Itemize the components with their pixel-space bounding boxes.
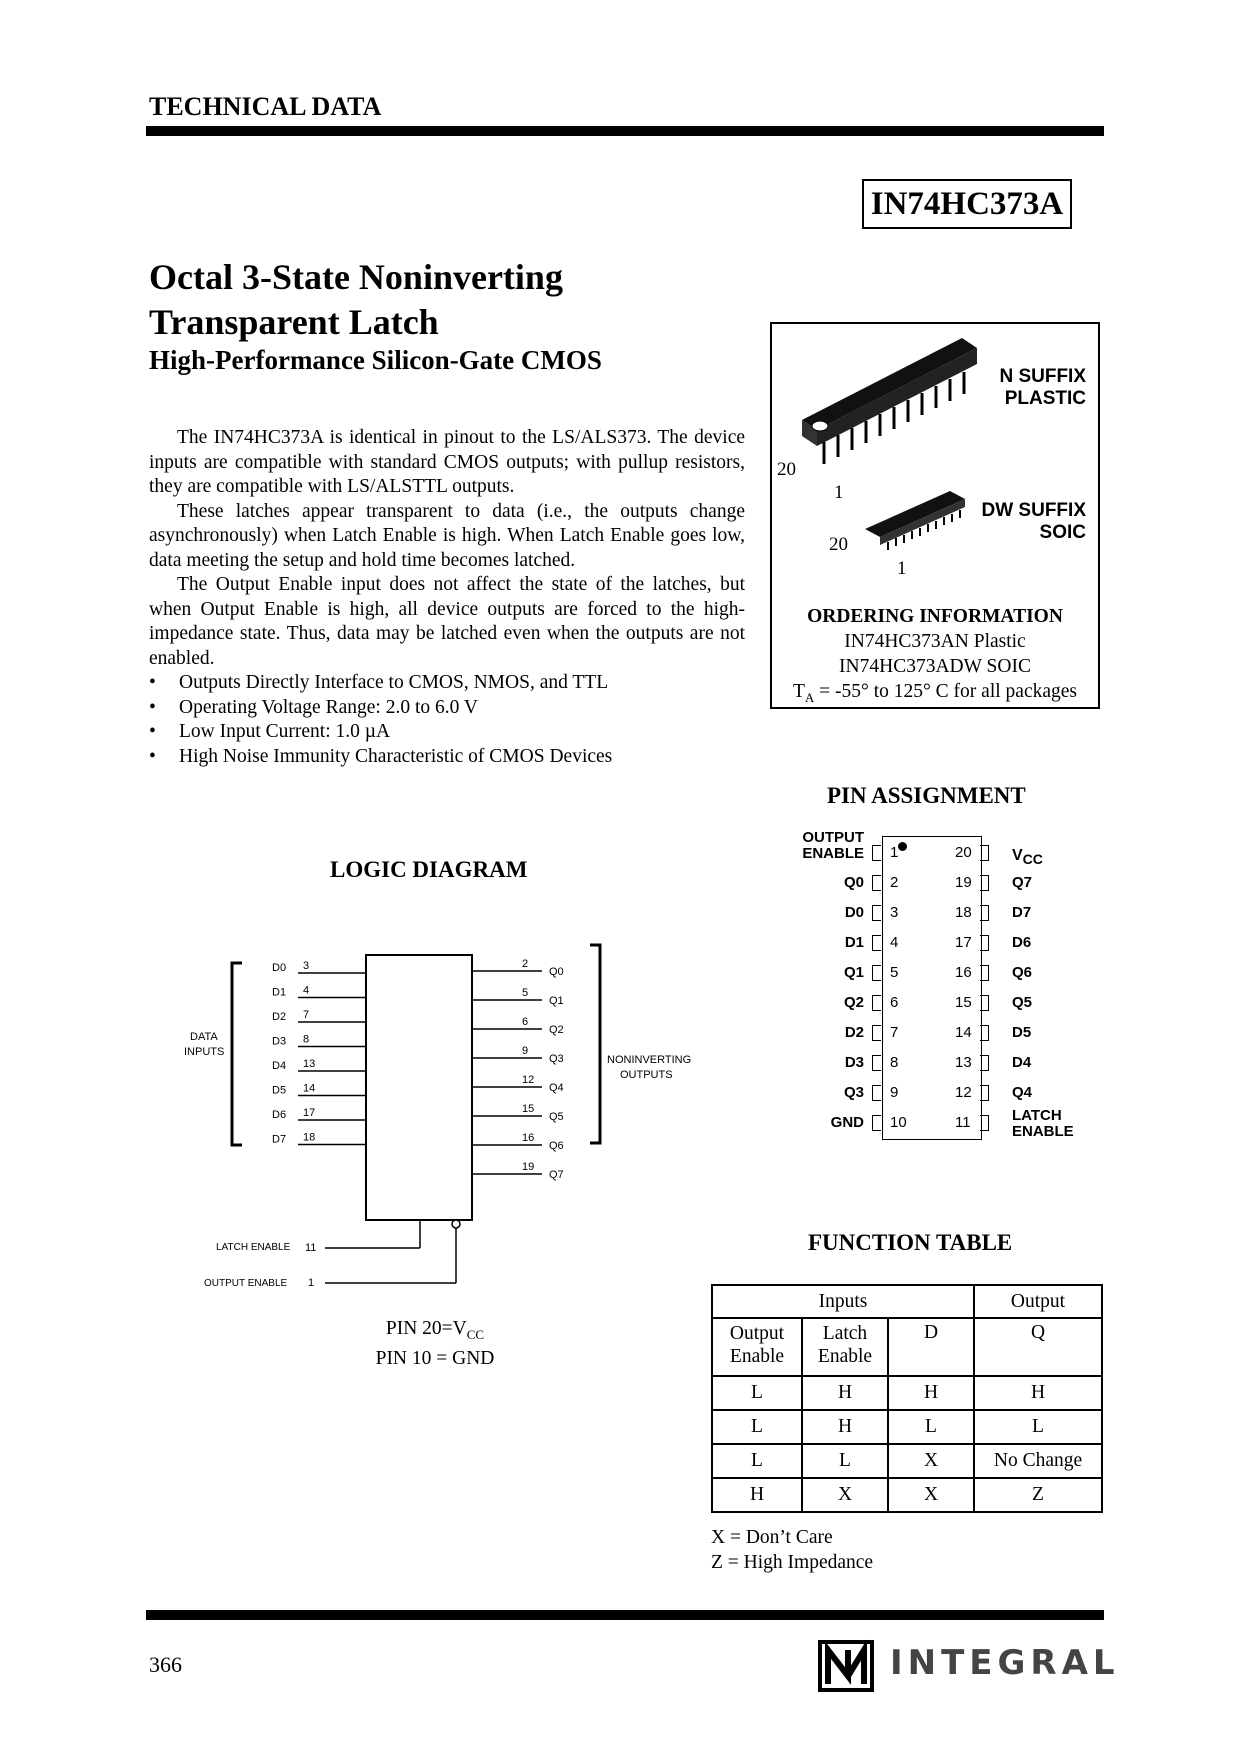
input-name: D4 [272, 1060, 287, 1072]
left-pin-number: 6 [890, 994, 899, 1011]
table-row [712, 1410, 1102, 1444]
n-suffix-label [999, 366, 1086, 410]
latch-enable-pin: 11 [305, 1242, 317, 1254]
dw-suffix-label [982, 500, 1087, 544]
output-pin: 9 [522, 1045, 529, 1057]
outputs-label-2: OUTPUTS [620, 1069, 673, 1081]
output-name: Q6 [549, 1140, 564, 1152]
right-pin-name: Q7 [1012, 874, 1033, 891]
right-pin-name: Q5 [1012, 994, 1033, 1011]
outputs-label-1: NONINVERTING [607, 1054, 692, 1066]
output-enable-label: OUTPUT ENABLE [204, 1278, 288, 1289]
function-table-notes [711, 1525, 873, 1575]
left-pin-name: Q3 [843, 1084, 864, 1101]
note-high-impedance: Z = High Impedance [711, 1552, 874, 1573]
page-subtitle: High-Performance Silicon-Gate CMOS [149, 345, 602, 375]
right-pin-name: Q6 [1012, 964, 1033, 981]
vcc-note [300, 1317, 570, 1347]
left-pin-name: D2 [844, 1024, 864, 1041]
right-pin-stub [980, 1055, 989, 1071]
pin-assignment-title: PIN ASSIGNMENT [827, 783, 1026, 808]
header-rule [146, 126, 1104, 136]
cell: L [712, 1410, 802, 1444]
input-lines [272, 960, 366, 1146]
input-name: D1 [272, 986, 287, 999]
output-pin: 15 [522, 1103, 535, 1115]
left-pin-number: 7 [890, 1024, 899, 1041]
left-pin-number: 8 [890, 1054, 899, 1071]
output-pin: 5 [522, 987, 529, 999]
left-pin-number: 9 [890, 1084, 899, 1101]
left-pin-name: D1 [844, 934, 864, 951]
output-name: Q0 [549, 966, 564, 978]
pin1-dot [898, 842, 907, 851]
cell: L [712, 1444, 802, 1478]
left-pin-number: 5 [890, 964, 899, 981]
ta-range: = -55° to 125° C for all packages [814, 681, 1077, 702]
latch-enable-label: LATCH ENABLE [216, 1242, 291, 1253]
left-pin-number: 2 [890, 874, 899, 891]
gnd-note: PIN 10 = GND [375, 1347, 495, 1369]
logic-diagram-title: LOGIC DIAGRAM [330, 857, 528, 882]
output-enable-pin: 1 [308, 1277, 315, 1289]
right-pin-number: 16 [955, 964, 972, 981]
cell: X [888, 1444, 974, 1478]
left-pin-stub [872, 935, 881, 951]
soic-pin1: 1 [897, 558, 907, 579]
output-name: Q2 [549, 1024, 564, 1036]
le-line2: ENABLE [1012, 1123, 1074, 1140]
input-pin: 8 [303, 1033, 310, 1046]
vcc-v: V [1012, 847, 1023, 864]
right-pin-stub [980, 935, 989, 951]
output-name: Q5 [549, 1111, 564, 1123]
ordering-soic: IN74HC373ADW SOIC [839, 656, 1031, 677]
input-name: D6 [272, 1109, 287, 1121]
brand-name: INTEGRAL [890, 1643, 1120, 1683]
ordering-temp-range [772, 679, 1098, 710]
left-pin-name: Q1 [843, 964, 864, 981]
right-pin-stub [980, 1025, 989, 1041]
left-pin-stub [872, 965, 881, 981]
ordering-plastic: IN74HC373AN Plastic [844, 631, 1026, 652]
feature-item: • Low Input Current: 1.0 µA [149, 720, 745, 745]
right-pin-number: 14 [955, 1024, 972, 1041]
input-pin: 18 [303, 1131, 316, 1144]
right-pin-stub [980, 1115, 989, 1131]
input-name: D3 [272, 1035, 287, 1048]
right-pin-stub [980, 995, 989, 1011]
col1-line2: Enable [729, 1346, 785, 1367]
ta-symbol: T [792, 681, 805, 702]
title-line2: Transparent Latch [149, 302, 439, 342]
part-number: IN74HC373A [862, 179, 1072, 229]
dip-pin20: 20 [777, 459, 796, 480]
ordering-title: ORDERING INFORMATION [807, 606, 1063, 627]
left-pin-number: 10 [890, 1114, 907, 1131]
pin-assignment [790, 830, 1090, 1150]
header-title: TECHNICAL DATA [149, 92, 382, 121]
le-label [1012, 1108, 1074, 1140]
right-pin-stub [980, 905, 989, 921]
left-pin-name: D0 [844, 904, 864, 921]
right-pin-number: 11 [955, 1114, 971, 1131]
input-name: D5 [272, 1084, 287, 1097]
cell: H [712, 1478, 802, 1512]
logic-notes [300, 1317, 570, 1371]
right-pin-stub [980, 965, 989, 981]
input-pin: 17 [303, 1107, 316, 1119]
feature-item: • High Noise Immunity Characteristic of CMOS Devices [149, 745, 745, 770]
vcc-note-sub: CC [466, 1326, 485, 1342]
cell: H [974, 1376, 1102, 1410]
input-bracket [232, 963, 242, 1145]
right-pin-stub [980, 875, 989, 891]
function-table-title: FUNCTION TABLE [808, 1230, 1013, 1255]
package-box [770, 322, 1100, 709]
title-line1: Octal 3-State Noninverting [149, 257, 563, 297]
cell: Z [974, 1478, 1102, 1512]
right-pin-number: 18 [955, 904, 972, 921]
soic-package-illustration [860, 489, 980, 559]
cell: L [888, 1410, 974, 1444]
table-row [712, 1376, 1102, 1410]
description-p2: These latches appear transparent to data (i.e., the outputs change asynchronously) when Latch Enable is high. When Latch Enable goes low, data meeting the setup and hold time becomes latched. [149, 500, 745, 571]
left-pin-name: D3 [844, 1054, 864, 1071]
cell: H [888, 1376, 974, 1410]
output-pin: 6 [522, 1016, 529, 1028]
output-name: Q7 [549, 1169, 564, 1181]
integral-logo-icon [818, 1640, 874, 1692]
output-pin: 12 [522, 1074, 535, 1086]
cell: H [802, 1410, 888, 1444]
ta-sub: A [804, 689, 815, 705]
cell: X [888, 1478, 974, 1512]
inputs-header: Inputs [712, 1285, 974, 1318]
right-pin-number: 17 [955, 934, 972, 951]
left-pin-number: 3 [890, 904, 899, 921]
input-pin: 13 [303, 1058, 316, 1070]
vcc-sub: CC [1022, 851, 1043, 868]
page-number: 366 [149, 1652, 182, 1677]
cell: L [974, 1410, 1102, 1444]
output-name: Q1 [549, 995, 564, 1007]
dip-pin1: 1 [834, 482, 844, 503]
left-pin-stub [872, 1115, 881, 1131]
output-header: Output [974, 1285, 1102, 1318]
oe-line2: ENABLE [802, 845, 864, 862]
output-lines [472, 958, 564, 1181]
output-name: Q3 [549, 1053, 564, 1065]
col2-line2: Enable [817, 1346, 873, 1367]
left-pin-number: 4 [890, 934, 899, 951]
note-dont-care: X = Don’t Care [711, 1527, 833, 1548]
right-pin-name: D5 [1012, 1024, 1032, 1041]
n-suffix-line1: N SUFFIX [999, 366, 1086, 387]
input-pin: 3 [303, 960, 310, 972]
right-pin-number: 12 [955, 1084, 972, 1101]
input-pin: 4 [303, 984, 310, 997]
dip-package-illustration [792, 334, 992, 494]
col-d: D [888, 1318, 974, 1376]
footer-rule [146, 1610, 1104, 1620]
input-pin: 14 [303, 1082, 316, 1095]
col1-line1: Output [729, 1323, 785, 1344]
n-suffix-line2: PLASTIC [1004, 388, 1086, 409]
right-pin-number: 20 [955, 844, 972, 861]
cell: X [802, 1478, 888, 1512]
right-pin-stub [980, 845, 989, 861]
description-p1: The IN74HC373A is identical in pinout to the LS/ALS373. The device inputs are compatible with standard CMOS outputs; with pullup resistors, they are compatible with LS/ALSTTL outputs. [149, 427, 745, 497]
left-pin-name: GND [830, 1114, 864, 1131]
oe-label [784, 830, 864, 862]
vcc-label [1012, 847, 1043, 867]
oe-inversion-bubble [452, 1220, 460, 1228]
output-pin: 2 [522, 958, 529, 970]
logic-diagram [180, 945, 740, 1289]
left-pin-stub [872, 1055, 881, 1071]
right-pin-name: D7 [1012, 904, 1032, 921]
description-p3: The Output Enable input does not affect the state of the latches, but when Output Enable is high, all device outputs are forced to the high-impedance state. Thus, data may be latched even when the outputs are not enabled. [149, 574, 745, 669]
dw-suffix-line2: SOIC [1039, 522, 1086, 543]
latch-block [366, 955, 472, 1220]
left-pin-stub [872, 1085, 881, 1101]
col-output-enable [712, 1318, 802, 1376]
input-pin: 7 [303, 1009, 310, 1021]
left-pin-stub [872, 905, 881, 921]
feature-item: • Operating Voltage Range: 2.0 to 6.0 V [149, 696, 745, 721]
right-pin-stub [980, 1085, 989, 1101]
output-pin: 16 [522, 1132, 535, 1144]
right-pin-name: Q4 [1012, 1084, 1033, 1101]
cell: L [712, 1376, 802, 1410]
right-pin-number: 15 [955, 994, 972, 1011]
output-bracket [590, 945, 600, 1143]
table-row [712, 1444, 1102, 1478]
page-title [149, 255, 563, 345]
input-name: D0 [272, 962, 287, 974]
dw-suffix-line1: DW SUFFIX [981, 500, 1086, 521]
left-pin-stub [872, 995, 881, 1011]
left-pin-name: Q2 [843, 994, 864, 1011]
cell: No Change [974, 1444, 1102, 1478]
right-pin-number: 19 [955, 874, 972, 891]
le-line1: LATCH [1012, 1107, 1062, 1124]
data-inputs-label-1: DATA [190, 1031, 218, 1043]
right-pin-name: D6 [1012, 934, 1032, 951]
col-latch-enable [802, 1318, 888, 1376]
right-pin-name: D4 [1012, 1054, 1032, 1071]
left-pin-stub [872, 875, 881, 891]
soic-pin20: 20 [829, 534, 848, 555]
output-name: Q4 [549, 1082, 564, 1094]
left-pin-stub [872, 845, 881, 861]
feature-list [149, 671, 745, 769]
input-name: D7 [272, 1133, 287, 1146]
cell: L [802, 1444, 888, 1478]
data-inputs-label-2: INPUTS [184, 1046, 225, 1058]
left-pin-stub [872, 1025, 881, 1041]
output-pin: 19 [522, 1161, 535, 1173]
feature-item: • Outputs Directly Interface to CMOS, NMOS, and TTL [149, 671, 745, 696]
input-name: D2 [272, 1011, 287, 1023]
table-row [712, 1478, 1102, 1512]
right-pin-number: 13 [955, 1054, 972, 1071]
vcc-note-text: PIN 20=V [385, 1318, 467, 1339]
col2-line1: Latch [822, 1323, 868, 1344]
cell: H [802, 1376, 888, 1410]
col-q: Q [974, 1318, 1102, 1376]
left-pin-name: Q0 [843, 874, 864, 891]
left-pin-number: 1 [890, 844, 899, 861]
function-table [711, 1284, 1103, 1513]
oe-line1: OUTPUT [802, 829, 864, 846]
description [149, 426, 745, 769]
